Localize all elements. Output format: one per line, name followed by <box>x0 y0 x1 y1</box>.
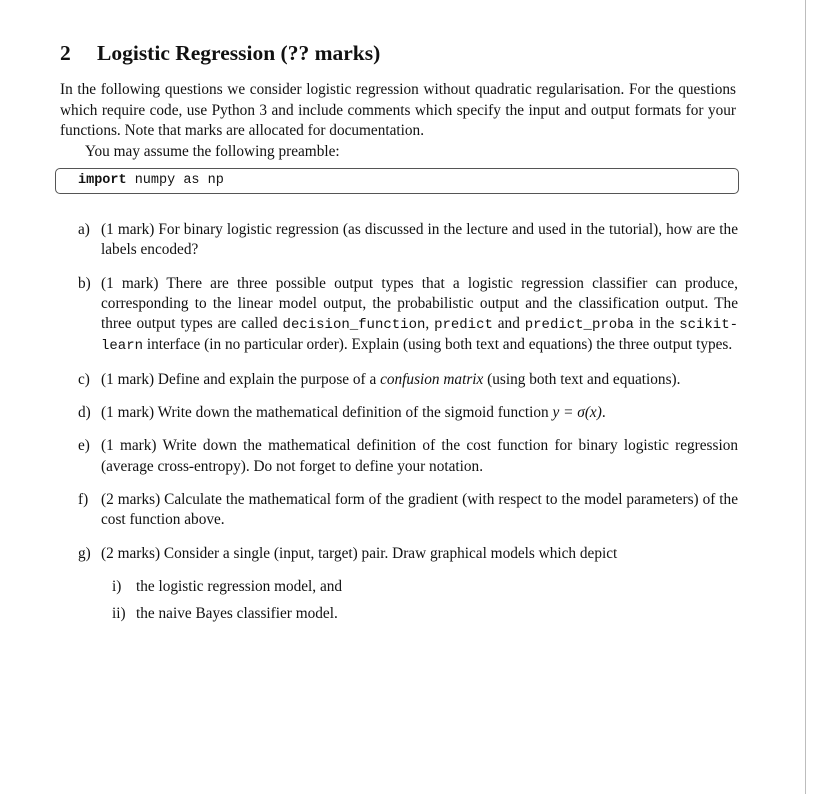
text-run: interface (in no particular order). Explain (using both text and equations) the three output types. <box>143 336 733 354</box>
code-listing <box>55 168 739 194</box>
intro-paragraph: In the following questions we consider logistic regression without quadratic regularisation. For the questions which require code, use Python 3 and include comments which specify the input and output formats for your functions. Note that marks are allocated for documentation. <box>60 81 736 139</box>
question-text: (1 mark) For binary logistic regression (as discussed in the lecture and used in the tutorial), how are the labels encoded? <box>101 221 738 259</box>
text-run: , <box>425 315 435 333</box>
intro-block <box>60 80 736 162</box>
question-label: f) <box>78 490 89 508</box>
code-keyword: import <box>78 173 127 188</box>
question-label: d) <box>78 404 91 422</box>
subquestion-label: ii) <box>112 605 126 623</box>
question-text <box>101 370 738 390</box>
question-b <box>78 274 738 357</box>
text-run: and <box>492 315 525 333</box>
text-run: (1 mark) Write down the mathematical definition of the sigmoid function <box>101 404 553 422</box>
emphasis-term: confusion matrix <box>380 370 484 388</box>
preamble-line: You may assume the following preamble: <box>85 142 340 160</box>
subquestion-i <box>112 577 738 597</box>
subquestion-ii <box>112 604 738 624</box>
section-number: 2 <box>60 41 71 65</box>
question-f <box>78 490 738 531</box>
text-run: in the <box>633 315 680 333</box>
question-d <box>78 403 738 423</box>
question-text: (2 marks) Calculate the mathematical form of the gradient (with respect to the model parameters) of the cost function above. <box>101 490 738 529</box>
question-label: e) <box>78 437 90 455</box>
question-label: a) <box>78 221 90 238</box>
question-text <box>101 274 738 357</box>
question-label: g) <box>78 544 91 562</box>
section-heading <box>60 38 736 68</box>
subquestion-text: the logistic regression model, and <box>136 577 343 595</box>
question-g <box>78 544 738 625</box>
question-e <box>78 436 738 477</box>
question-label: b) <box>78 274 91 292</box>
question-text: (1 mark) Write down the mathematical definition of the cost function for binary logistic regression (average cross-entropy). Do not forget to define your notation. <box>101 437 738 475</box>
document-body <box>60 38 736 162</box>
code-rest: numpy as np <box>126 173 224 188</box>
code-term: decision_function <box>282 317 426 334</box>
page-edge-divider <box>805 0 806 794</box>
question-text: (2 marks) Consider a single (input, target) pair. Draw graphical models which depict <box>101 544 618 562</box>
subquestion-text: the naive Bayes classifier model. <box>136 605 338 623</box>
question-text <box>101 403 738 423</box>
math-expression: y = σ(x) <box>552 404 602 422</box>
question-list <box>78 220 738 637</box>
text-run: (1 mark) There are three possible output types that a logistic regression classifier can produce, corresponding to the linear model output, the probabilistic output and the classification output. The three output types are called <box>101 274 738 333</box>
question-label: c) <box>78 370 90 388</box>
code-term: scikit-learn <box>101 317 738 355</box>
text-run: (1 mark) Define and explain the purpose of a <box>101 370 381 388</box>
code-term: predict <box>434 317 493 334</box>
subquestion-label: i) <box>112 577 122 595</box>
question-a <box>78 220 738 261</box>
text-run: (using both text and equations). <box>483 370 681 388</box>
code-term: predict_proba <box>524 317 634 334</box>
question-g-main <box>78 544 738 564</box>
section-title: Logistic Regression (?? marks) <box>97 41 381 65</box>
text-run: . <box>601 404 606 422</box>
question-c <box>78 370 738 390</box>
